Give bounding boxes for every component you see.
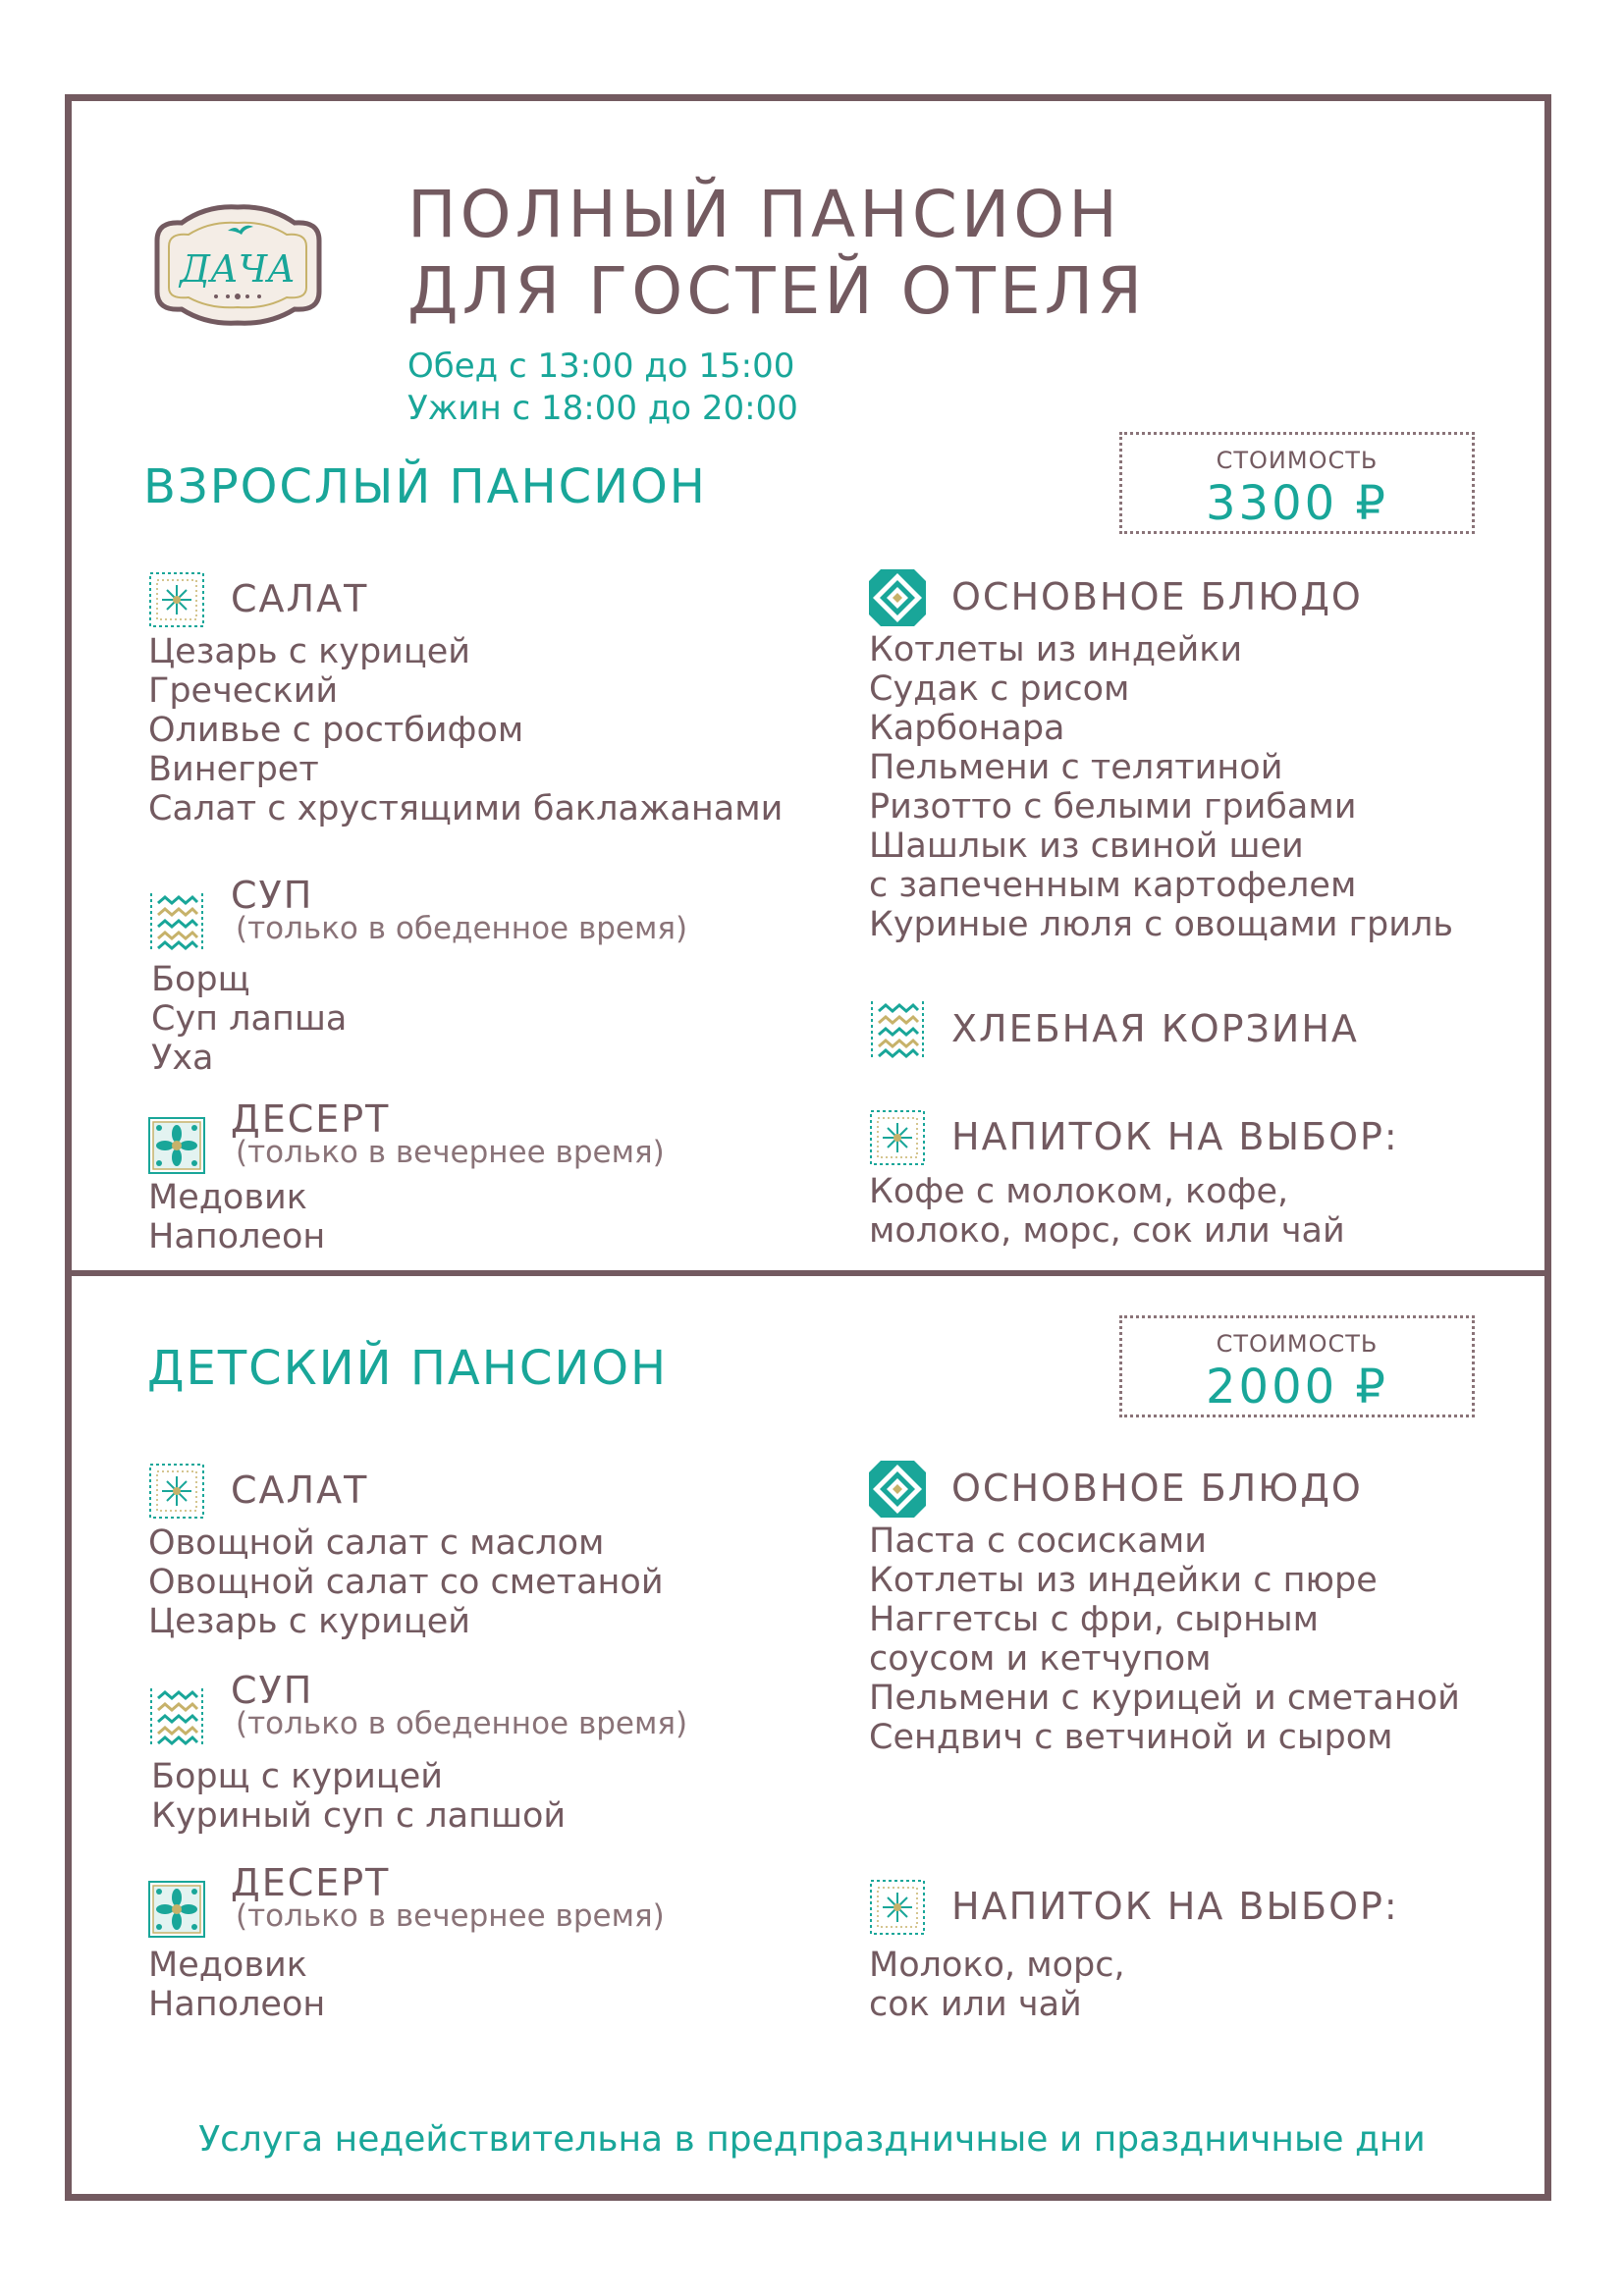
diamond-pattern-icon bbox=[869, 569, 926, 626]
list-item: Молоко, морс, bbox=[869, 1946, 1125, 1985]
list-item: с запеченным картофелем bbox=[869, 866, 1357, 905]
kids-drink-list bbox=[869, 1946, 1125, 2024]
section-divider bbox=[65, 1270, 1551, 1276]
flower-pattern-icon bbox=[148, 1117, 205, 1174]
list-item: Борщ bbox=[151, 960, 250, 999]
list-item: Медовик bbox=[148, 1178, 307, 1217]
list-item: Греческий bbox=[148, 671, 339, 711]
list-item: Салат с хрустящими баклажанами bbox=[148, 789, 784, 828]
category-title: ОСНОВНОЕ БЛЮДО bbox=[951, 1467, 1363, 1510]
adult-price: 3300 ₽ bbox=[1206, 476, 1388, 531]
list-item: Ризотто с белыми грибами bbox=[869, 787, 1357, 827]
category-title: НАПИТОК НА ВЫБОР: bbox=[951, 1115, 1399, 1158]
dacha-logo bbox=[137, 201, 339, 329]
kids-main-list bbox=[869, 1522, 1460, 1757]
list-item: Наполеон bbox=[148, 1985, 326, 2024]
adult-price-box bbox=[1119, 432, 1475, 534]
title-line-2: ДЛЯ ГОСТЕЙ ОТЕЛЯ bbox=[407, 253, 1147, 329]
adult-section-title: ВЗРОСЛЫЙ ПАНСИОН bbox=[143, 459, 707, 514]
adult-salad-list bbox=[148, 632, 783, 828]
adult-soup-list bbox=[151, 960, 347, 1078]
list-item: Сендвич с ветчиной и сыром bbox=[869, 1718, 1393, 1757]
list-item: соусом и кетчупом bbox=[869, 1639, 1212, 1679]
kids-price: 2000 ₽ bbox=[1206, 1360, 1388, 1415]
price-label: СТОИМОСТЬ bbox=[1216, 1330, 1379, 1358]
category-title: ДЕСЕРТ bbox=[231, 1861, 391, 1904]
list-item: Наполеон bbox=[148, 1217, 326, 1256]
zigzag-pattern-icon bbox=[148, 893, 205, 950]
list-item: молоко, морс, сок или чай bbox=[869, 1211, 1345, 1251]
list-item: Винегрет bbox=[148, 750, 319, 789]
list-item: Пельмени с телятиной bbox=[869, 748, 1283, 787]
category-title: СУП bbox=[231, 874, 314, 917]
list-item: Цезарь с курицей bbox=[148, 632, 471, 671]
category-note: (только в обеденное время) bbox=[236, 911, 688, 946]
category-title: САЛАТ bbox=[231, 577, 369, 620]
category-note: (только в вечернее время) bbox=[236, 1898, 665, 1934]
adult-main-list bbox=[869, 630, 1453, 944]
list-item: Уха bbox=[151, 1039, 214, 1078]
dinner-hours: Ужин с 18:00 до 20:00 bbox=[407, 389, 798, 428]
list-item: Цезарь с курицей bbox=[148, 1602, 471, 1641]
list-item: Карбонара bbox=[869, 709, 1065, 748]
list-item: Котлеты из индейки bbox=[869, 630, 1243, 669]
zigzag-pattern-icon bbox=[869, 1001, 926, 1058]
list-item: Шашлык из свиной шеи bbox=[869, 827, 1304, 866]
star-pattern-icon bbox=[869, 1879, 926, 1936]
price-label: СТОИМОСТЬ bbox=[1216, 447, 1379, 474]
list-item: Пельмени с курицей и сметаной bbox=[869, 1679, 1460, 1718]
star-pattern-icon bbox=[148, 1463, 205, 1520]
zigzag-pattern-icon bbox=[148, 1688, 205, 1745]
page-title bbox=[407, 177, 1146, 330]
category-title: ДЕСЕРТ bbox=[231, 1097, 391, 1141]
list-item: Кофе с молоком, кофе, bbox=[869, 1172, 1289, 1211]
kids-salad-list bbox=[148, 1523, 664, 1641]
logo-text: ДАЧА bbox=[180, 247, 296, 291]
kids-soup-list bbox=[151, 1757, 566, 1836]
title-line-1: ПОЛНЫЙ ПАНСИОН bbox=[407, 177, 1121, 252]
list-item: Судак с рисом bbox=[869, 669, 1130, 709]
list-item: Наггетсы с фри, сырным bbox=[869, 1600, 1319, 1639]
kids-price-box bbox=[1119, 1315, 1475, 1417]
list-item: Куриный суп с лапшой bbox=[151, 1796, 567, 1836]
diamond-pattern-icon bbox=[869, 1461, 926, 1518]
list-item: Куриные люля с овощами гриль bbox=[869, 905, 1453, 944]
category-title: НАПИТОК НА ВЫБОР: bbox=[951, 1885, 1399, 1928]
category-title: СУП bbox=[231, 1669, 314, 1712]
adult-dessert-list bbox=[148, 1178, 325, 1256]
list-item: Овощной салат с маслом bbox=[148, 1523, 605, 1563]
list-item: Суп лапша bbox=[151, 999, 348, 1039]
list-item: Оливье с ростбифом bbox=[148, 711, 524, 750]
list-item: Овощной салат со сметаной bbox=[148, 1563, 664, 1602]
kids-section-title: ДЕТСКИЙ ПАНСИОН bbox=[147, 1341, 669, 1396]
list-item: Котлеты из индейки с пюре bbox=[869, 1561, 1378, 1600]
adult-drink-list bbox=[869, 1172, 1345, 1251]
list-item: сок или чай bbox=[869, 1985, 1082, 2024]
category-title: ОСНОВНОЕ БЛЮДО bbox=[951, 575, 1363, 618]
category-title: САЛАТ bbox=[231, 1468, 369, 1512]
star-pattern-icon bbox=[148, 571, 205, 628]
footer-note: Услуга недействительна в предпраздничные и праздничные дни bbox=[198, 2119, 1426, 2160]
star-pattern-icon bbox=[869, 1109, 926, 1166]
list-item: Паста с сосисками bbox=[869, 1522, 1207, 1561]
category-note: (только в обеденное время) bbox=[236, 1706, 688, 1741]
serving-hours bbox=[407, 346, 798, 430]
lunch-hours: Обед с 13:00 до 15:00 bbox=[407, 347, 795, 386]
list-item: Медовик bbox=[148, 1946, 307, 1985]
category-title: ХЛЕБНАЯ КОРЗИНА bbox=[951, 1007, 1359, 1050]
kids-dessert-list bbox=[148, 1946, 325, 2024]
flower-pattern-icon bbox=[148, 1881, 205, 1938]
category-note: (только в вечернее время) bbox=[236, 1135, 665, 1170]
list-item: Борщ с курицей bbox=[151, 1757, 444, 1796]
